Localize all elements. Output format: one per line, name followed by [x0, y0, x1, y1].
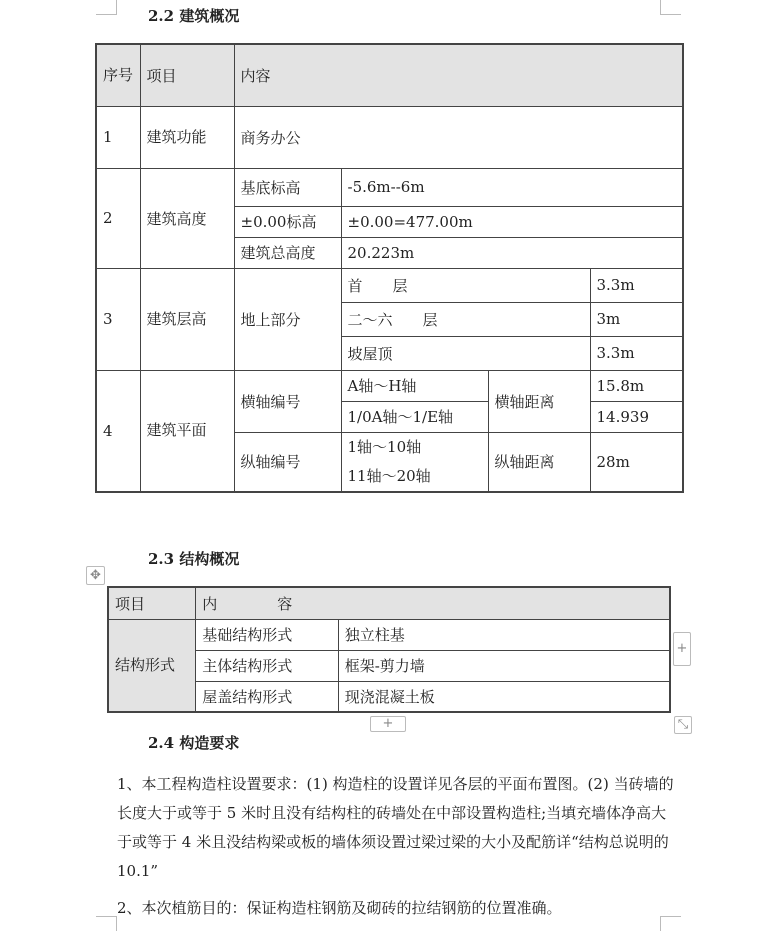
- cell-content: 商务办公: [234, 106, 683, 168]
- cell-label: 纵轴编号: [234, 432, 341, 492]
- cell-value: 独立柱基: [338, 619, 670, 650]
- page-corner-mark: [660, 0, 681, 15]
- cell-value: -5.6m--6m: [341, 168, 683, 206]
- cell-label: 基础结构形式: [196, 619, 339, 650]
- add-column-button[interactable]: +: [673, 632, 691, 666]
- cell-value: A轴～H轴: [341, 370, 488, 401]
- cell-label: 基底标高: [234, 168, 341, 206]
- cell-no: 1: [96, 106, 140, 168]
- page-corner-mark: [96, 916, 117, 931]
- cell-value: 3.3m: [590, 268, 683, 302]
- cell-label: 横轴距离: [488, 370, 590, 432]
- header-content: 内 容: [196, 587, 670, 619]
- table-row: [96, 106, 683, 168]
- cell-no: 4: [96, 370, 140, 492]
- cell-value: [341, 432, 488, 492]
- header-item: 项目: [108, 587, 196, 619]
- cell-item: 建筑高度: [140, 168, 234, 268]
- cell-value: 15.8m: [590, 370, 683, 401]
- cell-label: 地上部分: [234, 268, 341, 370]
- cell-label: 主体结构形式: [196, 650, 339, 681]
- cell-item: 建筑层高: [140, 268, 234, 370]
- header-content: 内容: [234, 44, 683, 106]
- paragraph-1: 1、本工程构造柱设置要求：(1) 构造柱的设置详见各层的平面布置图。(2) 当砖墙的长度大于或等于 5 米时且没有结构柱的砖墙处在中部设置构造柱;当填充墙体净高大于或等于 4 米且没结构梁或板的墙体须设置过梁过梁的大小及配筋详“结构总说明的 10.1”: [117, 775, 674, 880]
- cell-label: ±0.00标高: [234, 206, 341, 237]
- cell-label: 屋盖结构形式: [196, 681, 339, 712]
- cell-category: 结构形式: [108, 619, 196, 712]
- cell-value: ±0.00=477.00m: [341, 206, 683, 237]
- cell-no: 3: [96, 268, 140, 370]
- table-row: [96, 268, 683, 302]
- section-heading-2-4: 2.4 构造要求: [148, 734, 240, 752]
- cell-value: 20.223m: [341, 237, 683, 268]
- value-line: 1轴～10轴: [347, 437, 422, 456]
- table-row: [108, 619, 670, 650]
- cell-floor: 首 层: [341, 268, 590, 302]
- cell-item: 建筑平面: [140, 370, 234, 492]
- cell-value: 框架-剪力墙: [338, 650, 670, 681]
- header-no: 序号: [96, 44, 140, 106]
- cell-value: 1/0A轴～1/E轴: [341, 401, 488, 432]
- table-header-row: [108, 587, 670, 619]
- value-line: 11轴～20轴: [347, 466, 431, 485]
- cell-no: 2: [96, 168, 140, 268]
- cell-label: 建筑总高度: [234, 237, 341, 268]
- cell-floor: 二～六 层: [341, 302, 590, 336]
- cell-value: 3.3m: [590, 336, 683, 370]
- table-move-handle[interactable]: ✥: [86, 566, 105, 585]
- table-resize-handle[interactable]: ⤡: [674, 716, 692, 734]
- add-row-button[interactable]: +: [370, 716, 406, 732]
- building-overview-table: [95, 43, 684, 493]
- structure-overview-table: [107, 586, 671, 713]
- page-corner-mark: [96, 0, 117, 15]
- cell-value: 28m: [590, 432, 683, 492]
- table-row: [96, 168, 683, 206]
- section-heading-2-3: 2.3 结构概况: [148, 550, 240, 568]
- cell-value: 14.939: [590, 401, 683, 432]
- table-header-row: [96, 44, 683, 106]
- cell-item: 建筑功能: [140, 106, 234, 168]
- cell-label: 纵轴距离: [488, 432, 590, 492]
- cell-value: 3m: [590, 302, 683, 336]
- cell-value: 现浇混凝土板: [338, 681, 670, 712]
- cell-label: 横轴编号: [234, 370, 341, 432]
- header-item: 项目: [140, 44, 234, 106]
- paragraph-2: 2、本次植筋目的：保证构造柱钢筋及砌砖的拉结钢筋的位置准确。: [117, 899, 562, 917]
- cell-floor: 坡屋顶: [341, 336, 590, 370]
- table-row: [96, 370, 683, 401]
- section-heading-2-2: 2.2 建筑概况: [148, 7, 240, 25]
